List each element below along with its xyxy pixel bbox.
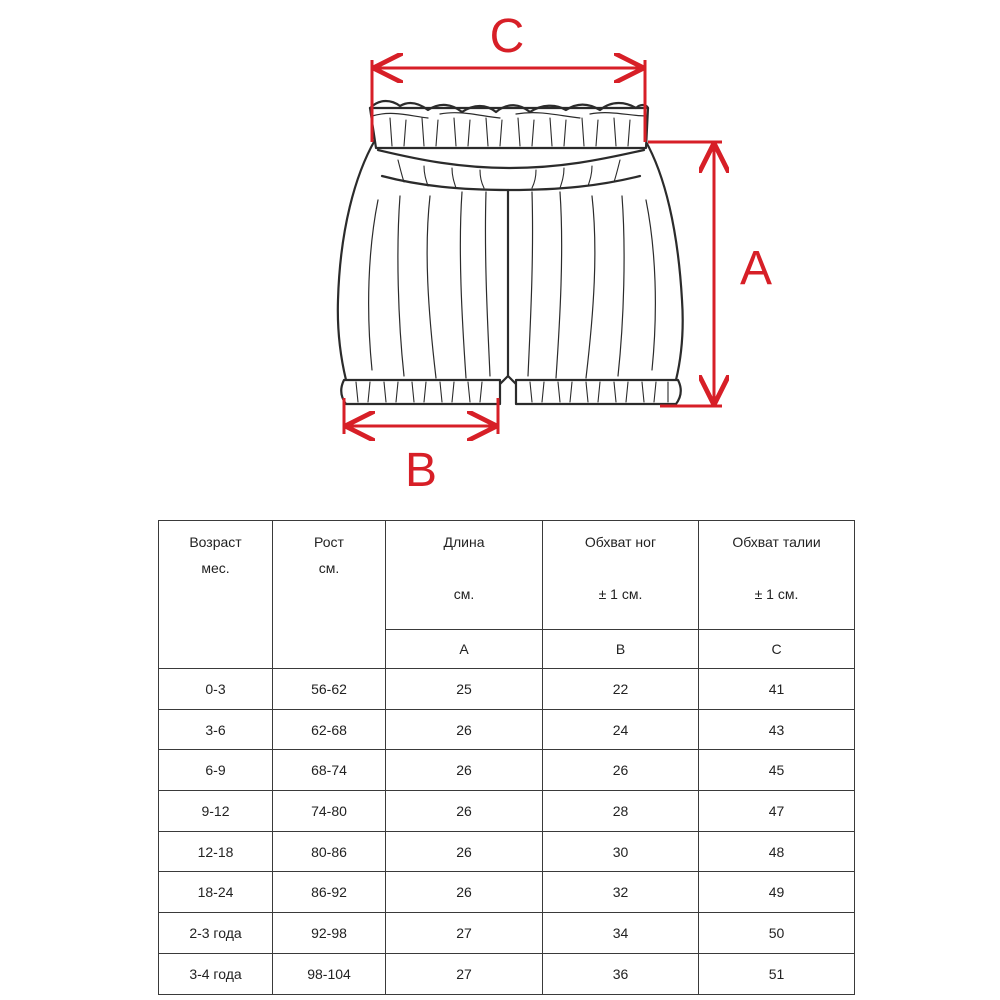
age-cell: 18-24 xyxy=(159,872,273,913)
table-row xyxy=(159,831,855,872)
waist-cell: 48 xyxy=(699,831,855,872)
height-cell: 86-92 xyxy=(273,872,386,913)
length-cell: 26 xyxy=(386,750,543,791)
length-cell: 25 xyxy=(386,669,543,710)
waist-cell: 47 xyxy=(699,791,855,832)
height-cell: 56-62 xyxy=(273,669,386,710)
dimension-label-a: A xyxy=(739,242,773,295)
leg-cell: 32 xyxy=(543,872,699,913)
header-waist: Обхват талии ± 1 см. xyxy=(699,521,855,630)
age-cell: 3-6 xyxy=(159,709,273,750)
letter-c: C xyxy=(699,630,855,669)
dimension-label-b: B xyxy=(404,444,438,497)
table-header-row xyxy=(159,521,855,630)
age-cell: 0-3 xyxy=(159,669,273,710)
waist-cell: 41 xyxy=(699,669,855,710)
height-cell: 62-68 xyxy=(273,709,386,750)
length-cell: 27 xyxy=(386,913,543,954)
leg-cell: 24 xyxy=(543,709,699,750)
waist-cell: 43 xyxy=(699,709,855,750)
length-cell: 26 xyxy=(386,791,543,832)
leg-cell: 22 xyxy=(543,669,699,710)
height-cell: 80-86 xyxy=(273,831,386,872)
length-cell: 26 xyxy=(386,872,543,913)
age-cell: 9-12 xyxy=(159,791,273,832)
waist-cell: 45 xyxy=(699,750,855,791)
leg-cell: 36 xyxy=(543,953,699,994)
table-row xyxy=(159,709,855,750)
length-cell: 27 xyxy=(386,953,543,994)
table-row xyxy=(159,669,855,710)
header-length: Длина см. xyxy=(386,521,543,630)
header-leg: Обхват ног ± 1 см. xyxy=(543,521,699,630)
dimension-label-c: C xyxy=(489,10,525,63)
bloomer-shorts-illustration xyxy=(338,101,683,404)
length-cell: 26 xyxy=(386,831,543,872)
leg-cell: 30 xyxy=(543,831,699,872)
waist-cell: 50 xyxy=(699,913,855,954)
leg-cell: 34 xyxy=(543,913,699,954)
height-cell: 68-74 xyxy=(273,750,386,791)
height-cell: 98-104 xyxy=(273,953,386,994)
height-cell: 74-80 xyxy=(273,791,386,832)
age-cell: 2-3 года xyxy=(159,913,273,954)
leg-cell: 26 xyxy=(543,750,699,791)
age-cell: 12-18 xyxy=(159,831,273,872)
table-row xyxy=(159,872,855,913)
waist-cell: 51 xyxy=(699,953,855,994)
table-row xyxy=(159,913,855,954)
age-cell: 3-4 года xyxy=(159,953,273,994)
table-row xyxy=(159,953,855,994)
letter-b: B xyxy=(543,630,699,669)
length-cell: 26 xyxy=(386,709,543,750)
table-row xyxy=(159,791,855,832)
letter-a: A xyxy=(386,630,543,669)
leg-cell: 28 xyxy=(543,791,699,832)
header-age: Возраст мес. xyxy=(159,521,273,669)
height-cell: 92-98 xyxy=(273,913,386,954)
table-body xyxy=(159,669,855,995)
size-chart-table xyxy=(158,520,855,995)
header-height: Рост см. xyxy=(273,521,386,669)
waist-cell: 49 xyxy=(699,872,855,913)
age-cell: 6-9 xyxy=(159,750,273,791)
table-row xyxy=(159,750,855,791)
